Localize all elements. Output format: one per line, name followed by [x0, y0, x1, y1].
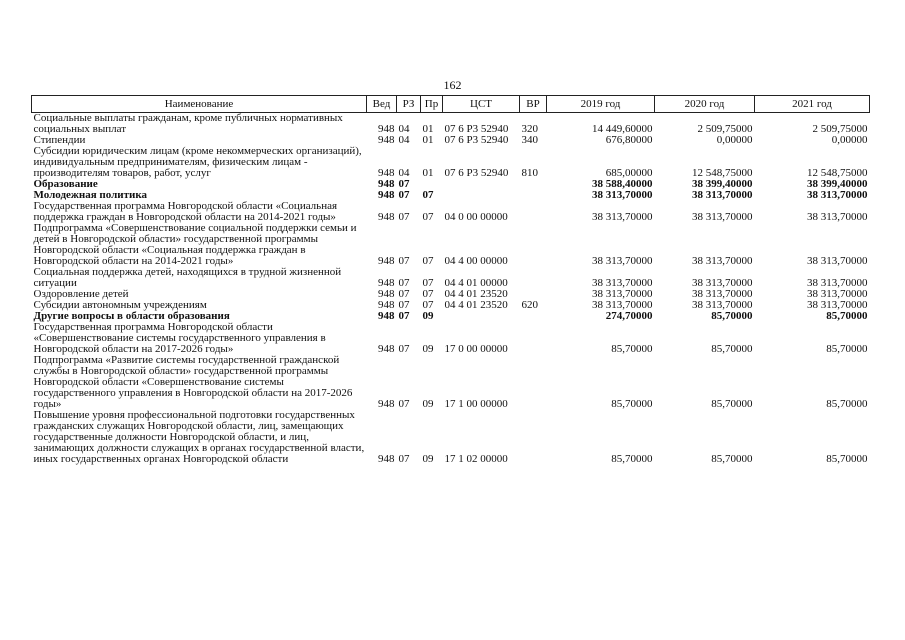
header-pr: Пр: [421, 96, 443, 113]
cell-rz: 07: [398, 311, 410, 322]
cell-2019: 38 588,40000: [592, 179, 653, 190]
cell-vr: 810: [521, 167, 538, 179]
header-ved: Вед: [367, 96, 397, 113]
cell-vr: 340: [521, 135, 538, 146]
cell-ved: 948: [378, 277, 395, 289]
cell-ved: 948: [378, 453, 395, 465]
cell-pr: 07: [422, 300, 434, 311]
cell-ved: 948: [378, 343, 395, 355]
cell-2019: 676,80000: [605, 135, 653, 146]
table-row: [32, 300, 870, 311]
cell-vr: [520, 355, 547, 410]
cell-pr: 07: [422, 211, 434, 223]
cell-cst: [443, 311, 520, 322]
table-row: [32, 410, 870, 465]
cell-pr: 09: [422, 343, 434, 355]
cell-name: Стипендии: [33, 135, 86, 146]
cell-2019: 14 449,60000: [592, 123, 653, 135]
cell-rz: 07: [398, 179, 410, 190]
cell-cst: 04 0 00 00000: [444, 211, 508, 223]
cell-ved: 948: [378, 398, 395, 410]
cell-name: Образование: [33, 179, 98, 190]
cell-2020: 85,70000: [711, 453, 753, 465]
cell-rz: 04: [398, 123, 410, 135]
cell-2019: 38 313,70000: [592, 277, 653, 289]
cell-2020: 85,70000: [711, 311, 753, 322]
table-row: [32, 355, 870, 410]
cell-2021: 2 509,75000: [812, 123, 868, 135]
cell-rz: 07: [398, 255, 410, 267]
table-row: [32, 146, 870, 179]
cell-2021: 0,00000: [831, 135, 868, 146]
cell-cst: 07 6 Р3 52940: [444, 167, 509, 179]
table-row: [32, 113, 870, 136]
cell-2020: 0,00000: [716, 135, 753, 146]
cell-vr: [520, 190, 547, 201]
cell-2020: 38 313,70000: [692, 255, 753, 267]
table-row: [32, 267, 870, 289]
table-row: [32, 190, 870, 201]
cell-2020: 38 313,70000: [692, 211, 753, 223]
header-rz: РЗ: [397, 96, 421, 113]
cell-2020: 38 313,70000: [692, 300, 753, 311]
cell-2019: 38 313,70000: [592, 190, 653, 201]
cell-2021: 38 313,70000: [807, 190, 868, 201]
cell-2019: 38 313,70000: [592, 211, 653, 223]
cell-ved: 948: [378, 255, 395, 267]
table-body: [32, 113, 870, 466]
cell-2020: 85,70000: [711, 343, 753, 355]
cell-pr: 07: [422, 190, 434, 201]
cell-ved: 948: [378, 179, 395, 190]
cell-2021: 38 313,70000: [807, 289, 868, 300]
cell-pr: 09: [422, 311, 434, 322]
cell-rz: 07: [398, 190, 410, 201]
cell-pr: 09: [422, 453, 434, 465]
cell-2019: 85,70000: [611, 343, 653, 355]
cell-pr: 09: [422, 398, 434, 410]
cell-2020: 12 548,75000: [692, 167, 753, 179]
cell-name: Социальные выплаты гражданам, кроме публичных нормативных социальных выплат: [33, 112, 343, 135]
cell-pr: 01: [422, 123, 434, 135]
cell-rz: 04: [398, 167, 410, 179]
cell-2019: 38 313,70000: [592, 289, 653, 300]
cell-vr: [520, 201, 547, 223]
cell-rz: 07: [398, 398, 410, 410]
cell-rz: 07: [398, 453, 410, 465]
cell-2019: 38 313,70000: [592, 300, 653, 311]
table-row: [32, 311, 870, 322]
cell-2021: 38 313,70000: [807, 277, 868, 289]
cell-ved: 948: [378, 190, 395, 201]
cell-2019: 274,70000: [605, 311, 653, 322]
cell-2019: 38 313,70000: [592, 255, 653, 267]
cell-vr: [520, 267, 547, 289]
cell-ved: 948: [378, 167, 395, 179]
cell-2021: 85,70000: [826, 311, 868, 322]
cell-cst: 17 1 00 00000: [444, 398, 508, 410]
cell-2019: 85,70000: [611, 398, 653, 410]
cell-vr: 320: [521, 123, 538, 135]
cell-name: Подпрограмма «Развитие системы государственной гражданской службы в Новгородской области» государственной программы Новгородской области «Совершенствование системы государственного управления в Новгородской области на 2017-2026 годы»: [33, 355, 353, 410]
cell-2020: 38 313,70000: [692, 277, 753, 289]
cell-rz: 07: [398, 277, 410, 289]
cell-2021: 38 313,70000: [807, 211, 868, 223]
page-number: 162: [443, 78, 462, 92]
table-row: [32, 135, 870, 146]
cell-name: Другие вопросы в области образования: [33, 311, 230, 322]
cell-2020: 2 509,75000: [697, 123, 753, 135]
header-2021: 2021 год: [755, 96, 870, 113]
cell-name: Молодежная политика: [33, 190, 148, 201]
cell-ved: 948: [378, 211, 395, 223]
cell-name: Социальная поддержка детей, находящихся в трудной жизненной ситуации: [33, 267, 342, 289]
table-row: [32, 179, 870, 190]
cell-2021: 12 548,75000: [807, 167, 868, 179]
cell-cst: 07 6 Р3 52940: [444, 123, 509, 135]
cell-pr: 07: [422, 277, 434, 289]
cell-2021: 85,70000: [826, 343, 868, 355]
cell-vr: [520, 322, 547, 355]
table-row: [32, 201, 870, 223]
cell-cst: 04 4 00 00000: [444, 255, 508, 267]
cell-vr: [520, 179, 547, 190]
cell-name: Субсидии юридическим лицам (кроме некоммерческих организаций), индивидуальным предпринимателям, физическим лицам - производителям товаров, работ, услуг: [33, 146, 362, 179]
cell-cst: [443, 190, 520, 201]
cell-cst: 17 1 02 00000: [444, 453, 508, 465]
cell-2021: 85,70000: [826, 398, 868, 410]
cell-cst: 04 4 01 00000: [444, 277, 508, 289]
cell-2020: 38 399,40000: [692, 179, 753, 190]
cell-name: Субсидии автономным учреждениям: [33, 300, 207, 311]
cell-name: Государственная программа Новгородской области «Совершенствование системы государственного управления в Новгородской области на 2017-2026 годы»: [33, 322, 326, 355]
cell-cst: 04 4 01 23520: [444, 289, 508, 300]
cell-name: Повышение уровня профессиональной подготовки государственных гражданских служащих Новгородской области, лиц, замещающих государственные должности Новгородской области, и лиц, занимающих должности служащих в органах государственной власти, иных государственных органах Новгородской области: [33, 410, 365, 465]
cell-cst: 04 4 01 23520: [444, 300, 508, 311]
cell-vr: [520, 223, 547, 267]
cell-pr: 01: [422, 167, 434, 179]
cell-rz: 07: [398, 300, 410, 311]
table-row: [32, 322, 870, 355]
cell-2021: 38 313,70000: [807, 300, 868, 311]
header-cst: ЦСТ: [443, 96, 520, 113]
cell-pr: 01: [422, 135, 434, 146]
cell-2020: 85,70000: [711, 398, 753, 410]
header-2020: 2020 год: [655, 96, 755, 113]
cell-rz: 04: [398, 135, 410, 146]
cell-rz: 07: [398, 211, 410, 223]
cell-name: Подпрограмма «Совершенствование социальной поддержки семьи и детей в Новгородской области» государственной программы Новгородской области «Социальная поддержка граждан в Новгородской области на 2014-2021 годы»: [33, 223, 357, 267]
cell-ved: 948: [378, 123, 395, 135]
cell-name: Оздоровление детей: [33, 289, 129, 300]
cell-vr: [520, 311, 547, 322]
table-row: [32, 223, 870, 267]
budget-table: [31, 95, 870, 465]
cell-ved: 948: [378, 289, 395, 300]
header-vr: ВР: [520, 96, 547, 113]
cell-ved: 948: [378, 311, 395, 322]
cell-ved: 948: [378, 300, 395, 311]
cell-vr: [520, 289, 547, 300]
cell-vr: 620: [521, 300, 538, 311]
cell-2019: 85,70000: [611, 453, 653, 465]
table-row: [32, 289, 870, 300]
cell-name: Государственная программа Новгородской области «Социальная поддержка граждан в Новгородской области на 2014-2021 годы»: [33, 201, 338, 223]
cell-2020: 38 313,70000: [692, 190, 753, 201]
header-2019: 2019 год: [547, 96, 655, 113]
cell-2021: 85,70000: [826, 453, 868, 465]
cell-rz: 07: [398, 289, 410, 300]
cell-ved: 948: [378, 135, 395, 146]
header-name: Наименование: [32, 96, 367, 113]
cell-cst: 17 0 00 00000: [444, 343, 508, 355]
cell-rz: 07: [398, 343, 410, 355]
table-header-row: [32, 96, 870, 113]
cell-pr: 07: [422, 255, 434, 267]
cell-2021: 38 313,70000: [807, 255, 868, 267]
cell-vr: [520, 410, 547, 465]
cell-pr: [421, 179, 443, 190]
cell-pr: 07: [422, 289, 434, 300]
cell-cst: [443, 179, 520, 190]
cell-2019: 685,00000: [605, 167, 653, 179]
cell-2020: 38 313,70000: [692, 289, 753, 300]
cell-2021: 38 399,40000: [807, 179, 868, 190]
cell-cst: 07 6 Р3 52940: [444, 135, 509, 146]
